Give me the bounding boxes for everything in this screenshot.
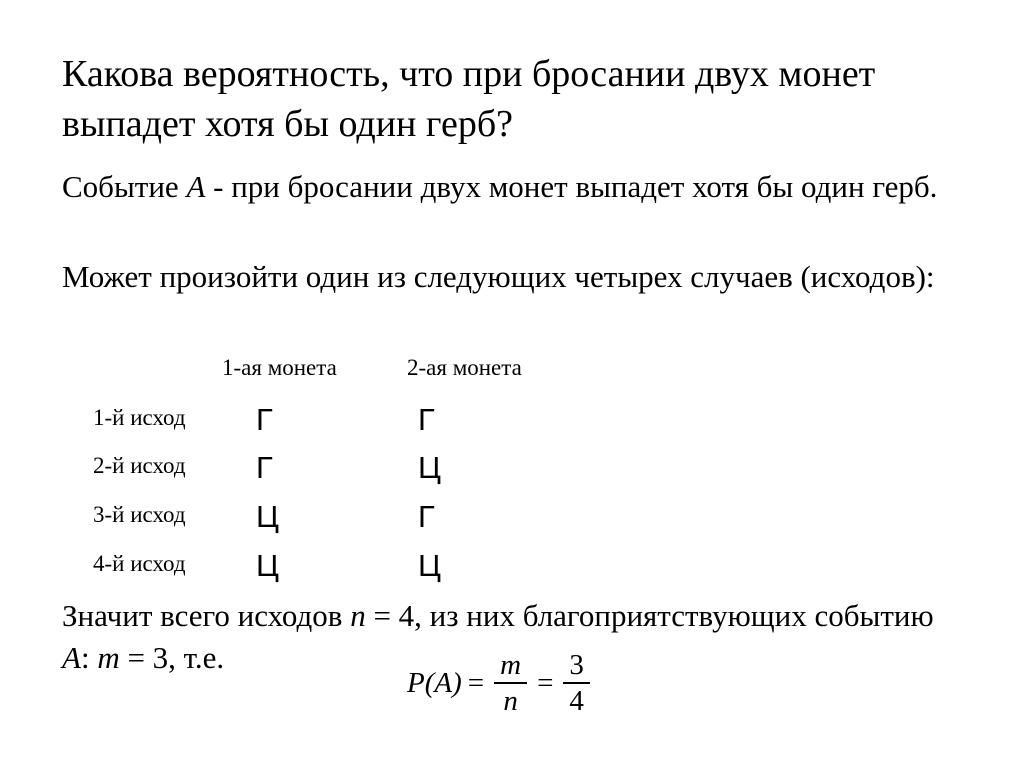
- event-definition: [62, 166, 962, 208]
- fraction-3-over-4: [563, 650, 590, 716]
- m-symbol: m: [97, 640, 120, 675]
- event-prefix: Событие: [62, 169, 187, 204]
- fraction-bar: [563, 682, 590, 684]
- outcome-label: 2-й исход: [93, 453, 186, 478]
- fraction-denominator: 4: [569, 685, 584, 717]
- conclusion-part-1: Значит всего исходов: [62, 598, 351, 633]
- outcome-label: 3-й исход: [93, 502, 186, 527]
- probability-formula: [407, 648, 594, 718]
- title-line-2: выпадет хотя бы один герб?: [62, 103, 514, 145]
- outcome-coin-1: Г: [256, 402, 273, 437]
- slide-title: [62, 49, 982, 149]
- outcome-coin-2: Ц: [418, 450, 441, 485]
- fraction-numerator: 3: [569, 649, 584, 681]
- formula-lhs: P(A): [407, 666, 462, 699]
- column-header-coin-1: 1-ая монета: [222, 355, 337, 380]
- formula-equals: =: [467, 666, 485, 699]
- fraction-m-over-n: [494, 650, 527, 716]
- outcome-label: 4-й исход: [93, 551, 186, 576]
- event-symbol: A: [186, 169, 206, 204]
- outcome-coin-1: Ц: [256, 499, 279, 534]
- conclusion-part-3: :: [80, 640, 98, 675]
- outcome-coin-2: Г: [418, 402, 435, 437]
- fraction-numerator: m: [500, 649, 522, 681]
- outcome-label: 1-й исход: [93, 405, 186, 430]
- cases-intro: Может произойти один из следующих четырех случаев (исходов):: [62, 259, 935, 294]
- fraction-bar: [494, 682, 527, 684]
- outcome-coin-1: Г: [256, 450, 273, 485]
- outcome-coin-2: Г: [418, 499, 435, 534]
- a-symbol: A: [62, 640, 81, 675]
- event-suffix: - при бросании двух монет выпадет хотя бы один герб.: [205, 169, 938, 204]
- conclusion-part-2: = 4, из них благоприятствующих событию: [365, 598, 934, 633]
- column-header-coin-2: 2-ая монета: [407, 355, 522, 380]
- fraction-denominator: n: [503, 685, 518, 717]
- title-line-1: Какова вероятность, что при бросании двух монет: [62, 53, 876, 95]
- formula-equals: =: [537, 666, 554, 699]
- n-symbol: n: [350, 598, 366, 633]
- conclusion-part-4: = 3, т.е.: [119, 640, 225, 675]
- outcome-coin-2: Ц: [418, 548, 441, 583]
- outcome-coin-1: Ц: [256, 548, 279, 583]
